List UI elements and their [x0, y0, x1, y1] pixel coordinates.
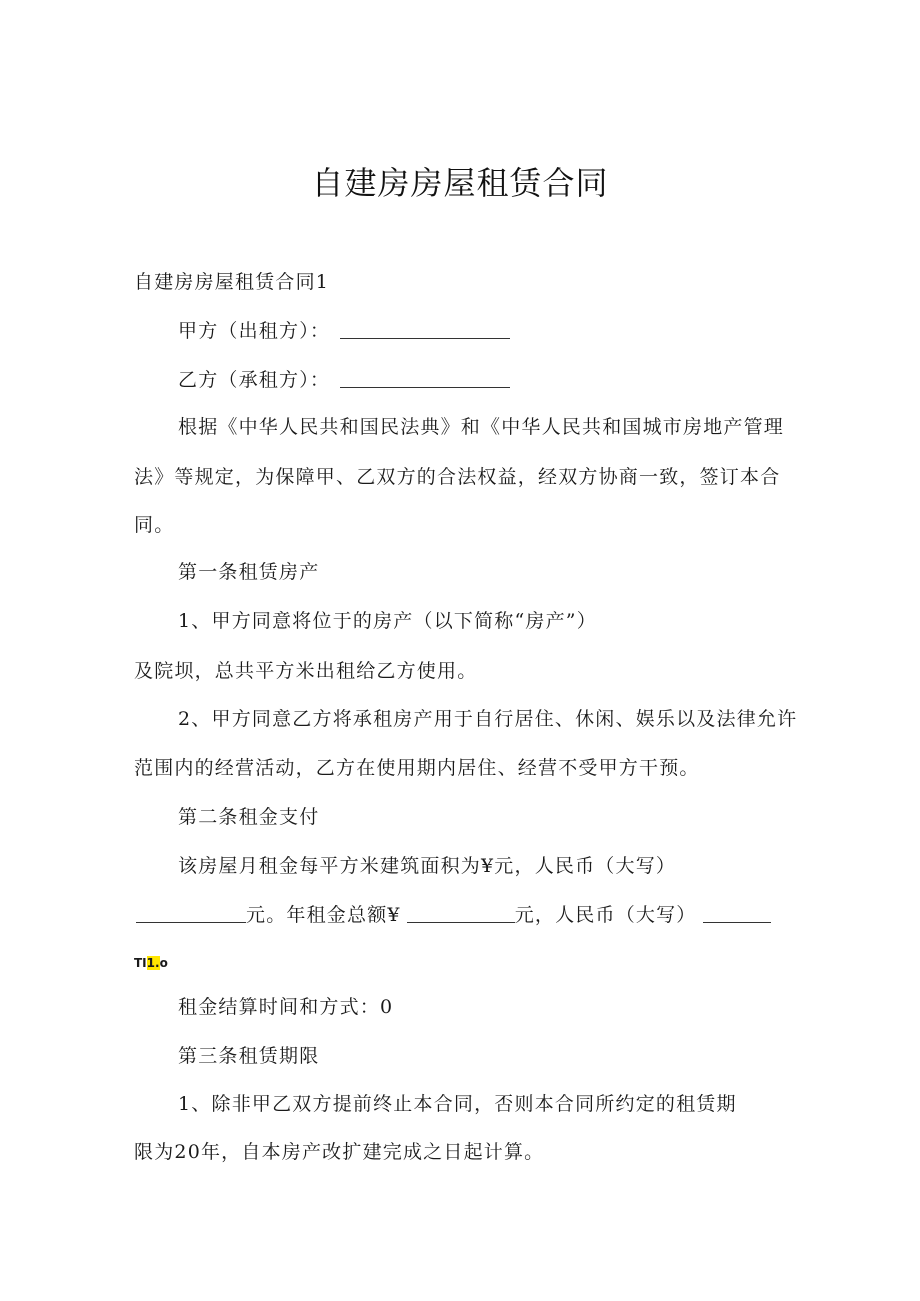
annual-rent-words-blank — [703, 904, 771, 923]
article-3-clause-1-line-1: 1、除非甲乙双方提前终止本合同，否则本合同所约定的租赁期 — [178, 1093, 737, 1115]
intro-line-1: 根据《中华人民共和国民法典》和《中华人民共和国城市房地产管理 — [178, 416, 785, 438]
intro-line-3: 同。 — [134, 514, 175, 536]
article-3-clause-1-line-2: 限为20年，自本房产改扩建完成之日起计算。 — [134, 1141, 545, 1163]
rent-text-b: 元，人民币（大写） — [514, 904, 697, 926]
fragment-highlight: 1. — [146, 956, 160, 970]
party-b-label: 乙方（承租方）： — [178, 369, 331, 391]
fragment-c: o — [159, 956, 168, 970]
party-a-line — [178, 316, 510, 343]
intro-line-2: 法》等规定，为保障甲、乙双方的合法权益，经双方协商一致，签订本合 — [134, 466, 781, 488]
article-2-settlement: 租金结算时间和方式：0 — [178, 996, 394, 1018]
article-2-rent-line-1: 该房屋月租金每平方米建筑面积为¥元，人民币（大写） — [178, 855, 677, 877]
article-1-clause-2-line-1: 2、甲方同意乙方将承租房产用于自行居住、休闲、娱乐以及法律允许 — [178, 708, 798, 730]
document-title: 自建房房屋租赁合同 — [311, 164, 609, 202]
fragment-a: TI — [134, 956, 147, 970]
monthly-rent-blank — [136, 904, 246, 923]
party-b-line — [178, 365, 510, 392]
party-b-blank — [340, 369, 510, 388]
contract-subtitle: 自建房房屋租赁合同1 — [134, 271, 330, 293]
article-2-title: 第二条租金支付 — [178, 806, 320, 828]
ocr-fragment — [134, 956, 168, 970]
rent-text-a: 元。年租金总额¥ — [246, 904, 401, 926]
article-1-clause-2-line-2: 范围内的经营活动，乙方在使用期内居住、经营不受甲方干预。 — [134, 757, 700, 779]
article-1-clause-1-line-2: 及院坝，总共平方米出租给乙方使用。 — [134, 660, 478, 682]
article-1-title: 第一条租赁房产 — [178, 561, 320, 583]
article-1-clause-1-line-1: 1、甲方同意将位于的房产（以下简称“房产”） — [178, 610, 597, 632]
article-3-title: 第三条租赁期限 — [178, 1045, 320, 1067]
article-2-rent-line-2 — [136, 900, 771, 927]
party-a-blank — [340, 320, 510, 339]
annual-rent-blank — [407, 904, 515, 923]
party-a-label: 甲方（出租方）： — [178, 320, 331, 342]
